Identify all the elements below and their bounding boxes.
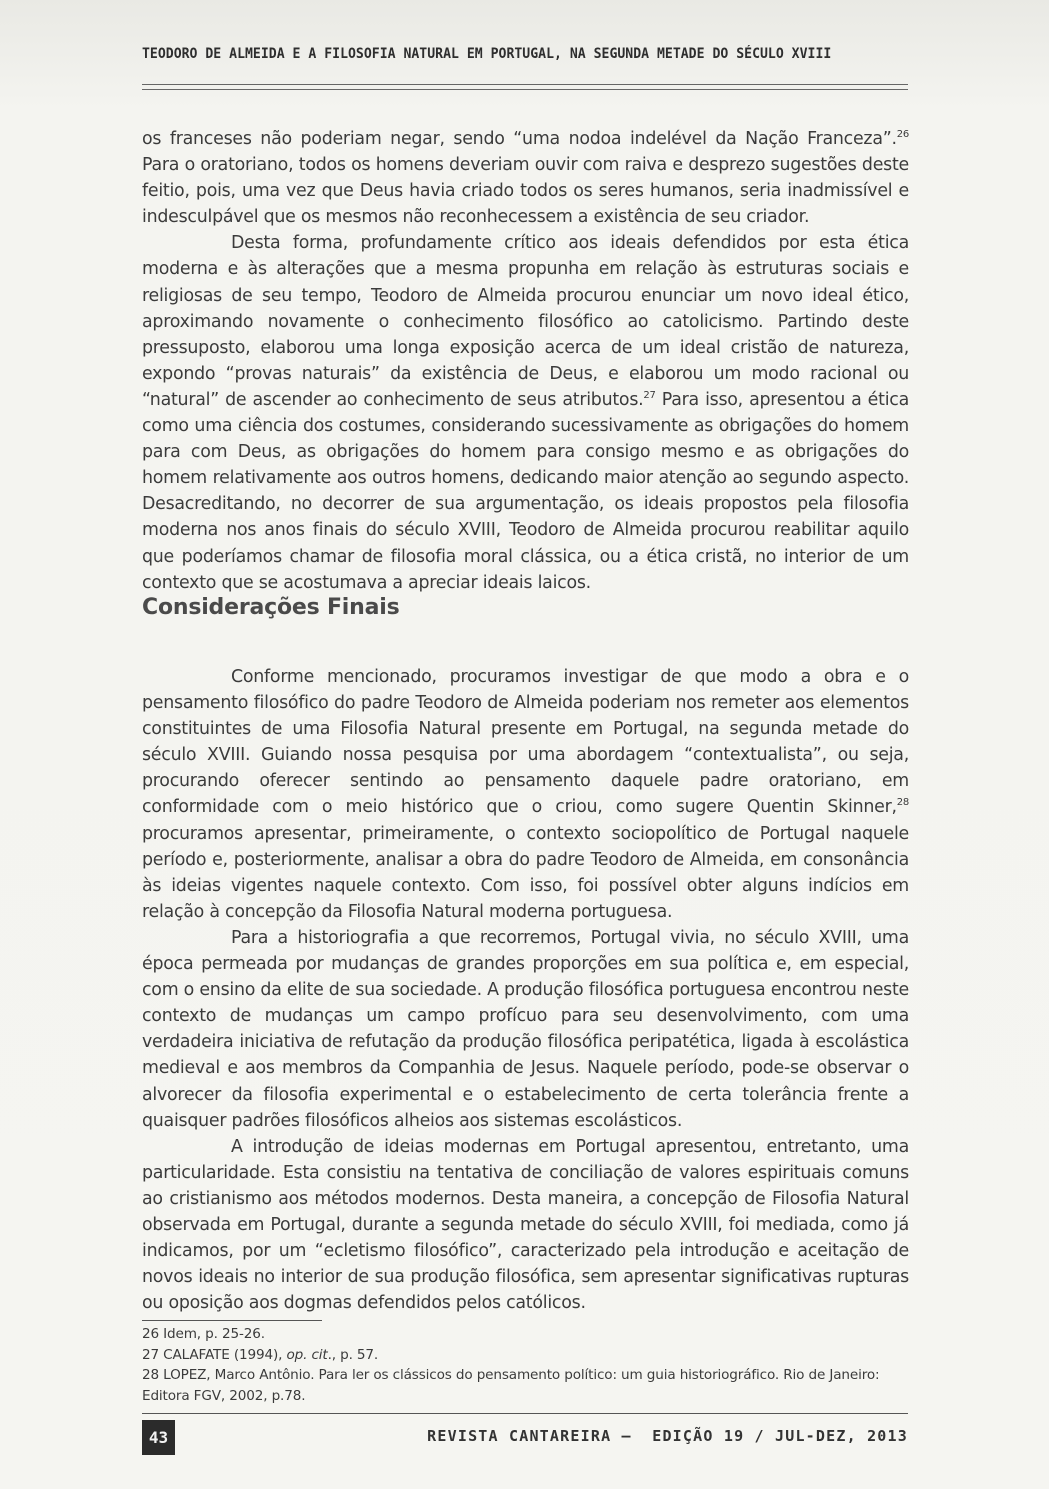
footnote-text-italic: op. cit — [286, 1346, 328, 1363]
paragraph-text: Para o oratoriano, todos os homens deveriam ouvir com raiva e desprezo sugestões deste feitio, pois, uma vez que Deus havia criado todos os seres humanos, seria inadmissível e indesculpável que os mesmos não reconhecessem a existência de seu criador. — [142, 155, 909, 228]
running-header-title: TEODORO DE ALMEIDA E A FILOSOFIA NATURAL EM PORTUGAL, NA SEGUNDA METADE DO SÉCULO XVIII — [142, 46, 832, 62]
footnote-28: 28 LOPEZ, Marco Antônio. Para ler os clássicos do pensamento político: um guia historiográfico. Rio de Janeiro: Editora FGV, 2002, p.78. — [142, 1367, 880, 1404]
paragraph — [142, 664, 909, 925]
paragraph-text: procuramos apresentar, primeiramente, o contexto sociopolítico de Portugal naquele período e, posteriormente, analisar a obra do padre Teodoro de Almeida, em consonância às ideias vigentes naquele contexto. Com isso, foi possível obter alguns indícios em relação à concepção da Filosofia Natural moderna portuguesa. — [142, 823, 909, 922]
section-heading: Considerações Finais — [142, 595, 400, 620]
footnote-ref-28[interactable]: 28 — [896, 797, 909, 809]
footnote-ref-27[interactable]: 27 — [643, 389, 656, 401]
paragraph-text: os franceses não poderiam negar, sendo “uma nodoa indelével da Nação Franceza”. — [142, 129, 897, 149]
footer-rule — [142, 1413, 908, 1414]
paragraph-text: Para isso, apresentou a ética como uma ciência dos costumes, considerando sucessivamente as obrigações do homem para com Deus, as obrigações do homem para consigo mesmo e as obrigações do homem relativamente aos outros homens, dedicando maior atenção ao segundo aspecto. Desacreditando, no decorrer de sua argumentação, os ideais propostos pela filosofia moderna nos anos finais do século XVIII, Teodoro de Almeida procurou reabilitar aquilo que poderíamos chamar de filosofia moral clássica, ou a ética cristã, no interior de um contexto que se acostumava a apreciar ideais laicos. — [142, 389, 909, 593]
footnote-ref-26[interactable]: 26 — [896, 129, 909, 140]
section-body-final — [142, 664, 909, 1316]
footnotes — [142, 1324, 909, 1406]
footnote-text: ., p. 57. — [327, 1346, 379, 1363]
footnote-27 — [142, 1345, 909, 1366]
paragraph-text: Desta forma, profundamente crítico aos ideais defendidos por esta ética moderna e às alterações que a mesma propunha em relação às estruturas sociais e religiosas de seu tempo, Teodoro de Almeida procurou enunciar um novo ideal ético, aproximando novamente o conhecimento filosófico ao catolicismo. Partindo deste pressuposto, elaborou uma longa exposição acerca de um ideal cristão de natureza, expondo “provas naturais” da existência de Deus, e elaborou um modo racional ou “natural” de ascender ao conhecimento de seus atributos. — [142, 233, 909, 410]
header-rule-bottom — [142, 89, 908, 90]
footnote-separator — [142, 1320, 322, 1321]
page-number: 43 — [142, 1420, 175, 1455]
running-footer: REVISTA CANTAREIRA – EDIÇÃO 19 / JUL-DEZ, 2013 — [427, 1427, 908, 1445]
paragraph-text: Conforme mencionado, procuramos investigar de que modo a obra e o pensamento filosófico do padre Teodoro de Almeida poderiam nos remeter aos elementos constituintes de uma Filosofia Natural presente em Portugal, na segunda metade do século XVIII. Guiando nossa pesquisa por uma abordagem “contextualista”, ou seja, procurando oferecer sentindo ao pensamento daquele padre oratoriano, em conformidade com o meio histórico que o criou, como sugere Quentin Skinner, — [142, 667, 909, 818]
paragraph-continued — [142, 126, 909, 230]
paragraph: Para a historiografia a que recorremos, Portugal vivia, no século XVIII, uma época permeada por mudanças de grandes proporções em sua política e, em especial, com o ensino da elite de sua sociedade. A produção filosófica portuguesa encontrou neste contexto de mudanças um campo profícuo para seu desenvolvimento, com uma verdadeira iniciativa de refutação da produção filosófica peripatética, ligada à escolástica medieval e aos membros da Companhia de Jesus. Naquele período, pode-se observar o alvorecer da filosofia experimental e o estabelecimento de certa tolerância frente a quaisquer padrões filosóficos alheios aos sistemas escolásticos. — [142, 927, 909, 1131]
footnote-text: 27 CALAFATE (1994), — [142, 1346, 287, 1363]
section-body-intro — [142, 126, 909, 596]
paragraph: A introdução de ideias modernas em Portugal apresentou, entretanto, uma particularidade. Esta consistiu na tentativa de conciliação de valores espirituais comuns ao cristianismo aos métodos modernos. Desta maneira, a concepção de Filosofia Natural observada em Portugal, durante a segunda metade do século XVIII, foi mediada, como já indicamos, por um “ecletismo filosófico”, caracterizado pela introdução e aceitação de novos ideais no interior de sua produção filosófica, sem apresentar significativas rupturas ou oposição aos dogmas defendidos pelos católicos. — [142, 1136, 909, 1314]
header-rule-top — [142, 84, 908, 85]
paragraph — [142, 230, 909, 595]
footnote-26: 26 Idem, p. 25-26. — [142, 1326, 265, 1342]
